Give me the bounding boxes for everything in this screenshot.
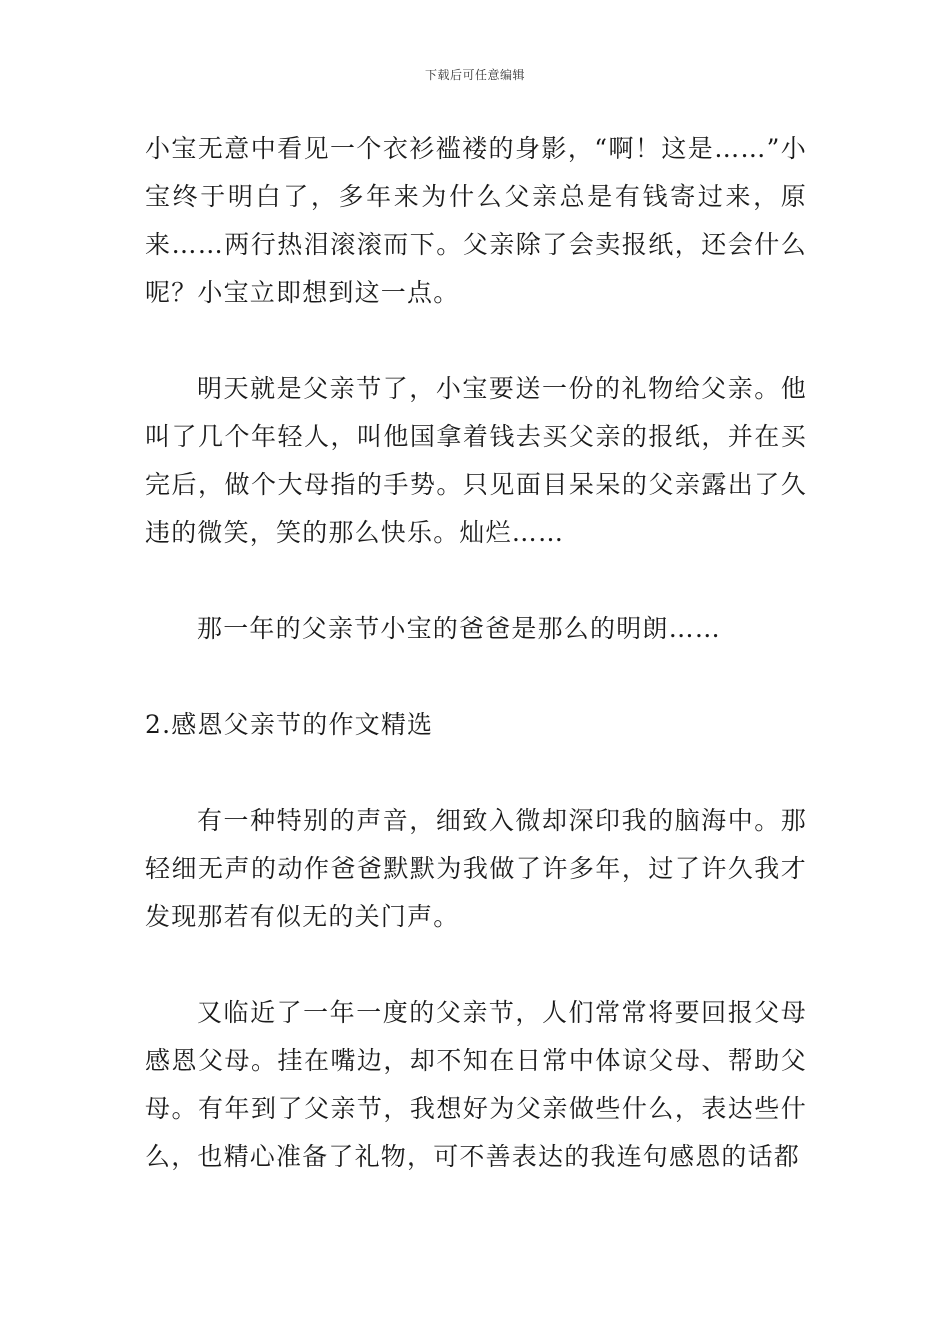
paragraph-4: 有一种特别的声音，细致入微却深印我的脑海中。那轻细无声的动作爸爸默默为我做了许多年，过了许久我才发现那若有似无的关门声。: [145, 806, 807, 931]
paragraph-3: 那一年的父亲节小宝的爸爸是那么的明朗……: [197, 614, 722, 643]
document-body: [145, 125, 807, 1181]
page-header-note: 下载后可任意编辑: [424, 68, 525, 82]
section-heading: 2.感恩父亲节的作文精选: [145, 710, 434, 739]
paragraph-1: 小宝无意中看见一个衣衫褴褛的身影，“啊！这是……”小宝终于明白了，多年来为什么父亲总是有钱寄过来，原来……两行热泪滚滚而下。父亲除了会卖报纸，还会什么呢？小宝立即想到这一点。: [145, 134, 807, 307]
paragraph-5: 又临近了一年一度的父亲节，人们常常将要回报父母感恩父母。挂在嘴边，却不知在日常中体谅父母、帮助父母。有年到了父亲节，我想好为父亲做些什么，表达些什么，也精心准备了礼物，可不善表达的我连句感恩的话都: [145, 998, 807, 1171]
paragraph-2: 明天就是父亲节了，小宝要送一份的礼物给父亲。他叫了几个年轻人，叫他国拿着钱去买父亲的报纸，并在买完后，做个大母指的手势。只见面目呆呆的父亲露出了久违的微笑，笑的那么快乐。灿烂……: [145, 374, 807, 547]
